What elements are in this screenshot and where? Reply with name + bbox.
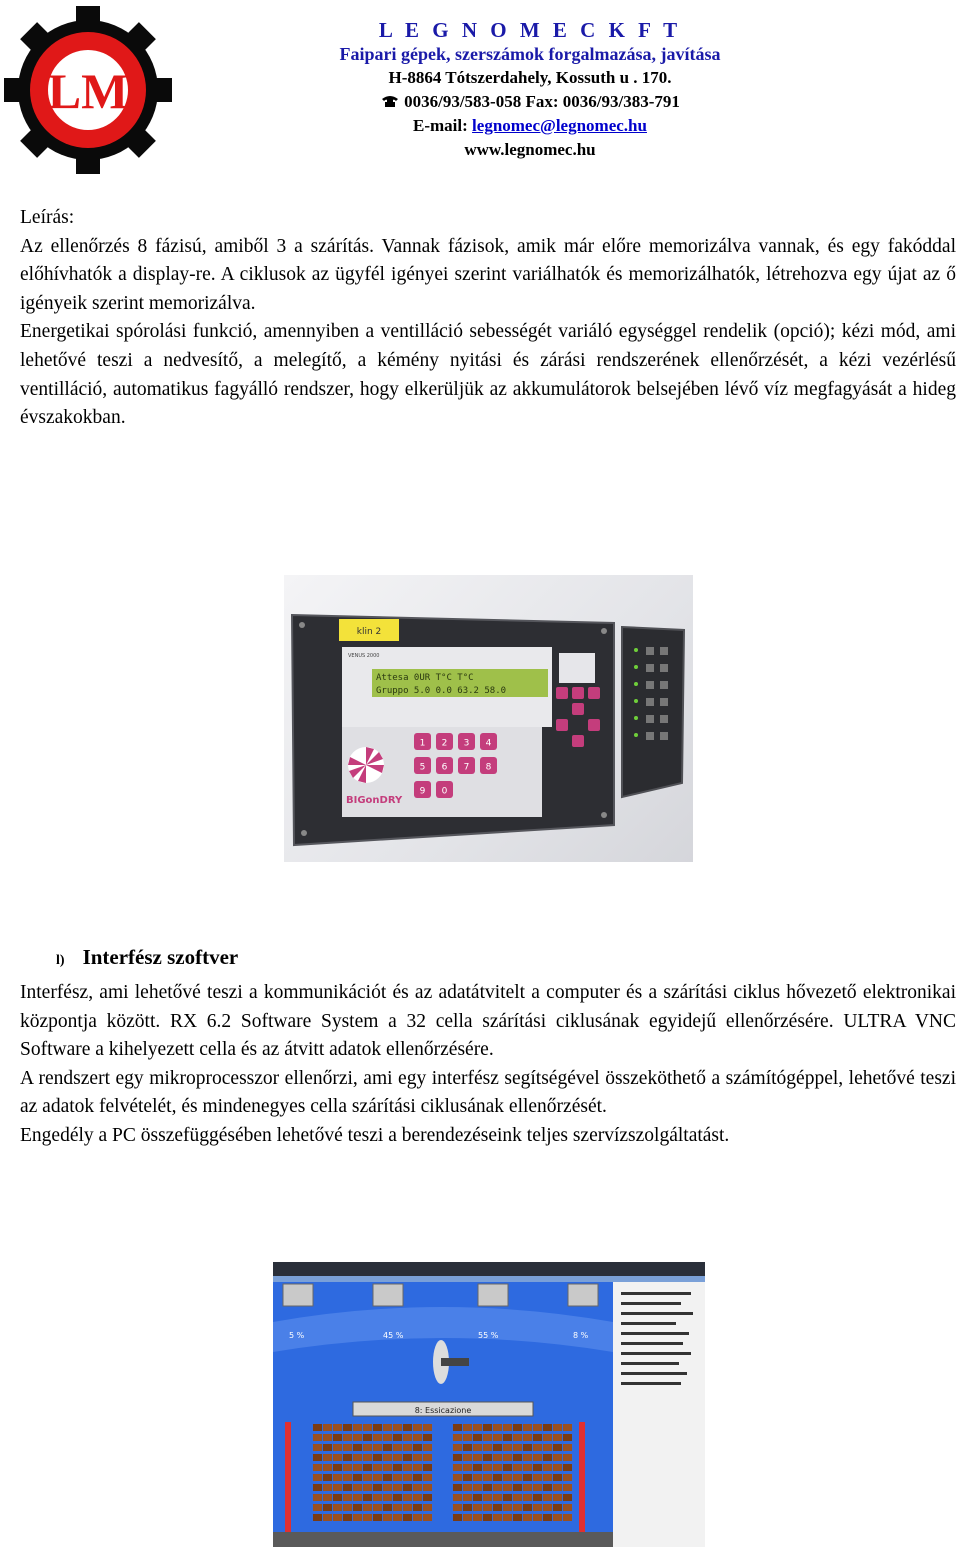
wood-plank [343, 1514, 352, 1521]
wood-plank [363, 1444, 372, 1451]
wood-plank [413, 1504, 422, 1511]
description-paragraph-2: Energetikai spórolási funkció, amennyiben a ventilláció sebességét variáló egységgel rendelik (opció); kézi mód, ami lehetővé teszi a nedvesítő, a melegítő, a kémény nyitási és zárási rendszerének ellenőrzését, a kézi vezérlésű ventilláció, automatikus fagyálló rendszer, hogy elkerüljük az akkumulátorok belsejében lévő víz megfagyását a hideg évszakokban. [20, 321, 956, 429]
wood-plank [343, 1494, 352, 1501]
wood-plank [403, 1464, 412, 1471]
company-phone-fax [230, 90, 830, 114]
wood-plank [423, 1424, 432, 1431]
wood-plank [313, 1464, 322, 1471]
wood-plank [393, 1444, 402, 1451]
wood-plank [473, 1494, 482, 1501]
wood-plank [343, 1434, 352, 1441]
wood-plank [413, 1494, 422, 1501]
wood-plank [333, 1454, 342, 1461]
wood-plank [543, 1424, 552, 1431]
wood-plank [323, 1434, 332, 1441]
wood-plank [503, 1514, 512, 1521]
wood-plank [363, 1464, 372, 1471]
wood-plank [523, 1434, 532, 1441]
wood-plank [403, 1424, 412, 1431]
wood-plank [523, 1444, 532, 1451]
wood-plank [403, 1434, 412, 1441]
wood-plank [523, 1514, 532, 1521]
wood-plank [543, 1434, 552, 1441]
wood-plank [473, 1514, 482, 1521]
wood-plank [353, 1484, 362, 1491]
wood-plank [553, 1444, 562, 1451]
wood-plank [383, 1494, 392, 1501]
wood-plank [463, 1474, 472, 1481]
wood-plank [533, 1424, 542, 1431]
wood-plank [453, 1474, 462, 1481]
wood-plank [453, 1444, 462, 1451]
wood-plank [513, 1424, 522, 1431]
wood-plank [453, 1484, 462, 1491]
wood-plank [503, 1444, 512, 1451]
wood-plank [393, 1484, 402, 1491]
wood-plank [423, 1464, 432, 1471]
wood-plank [423, 1474, 432, 1481]
wood-plank [413, 1424, 422, 1431]
wood-plank [453, 1494, 462, 1501]
wood-plank [483, 1484, 492, 1491]
wood-plank [483, 1444, 492, 1451]
email-label: E-mail: [413, 116, 473, 135]
wood-plank [543, 1514, 552, 1521]
wood-plank [523, 1424, 532, 1431]
wood-plank [343, 1484, 352, 1491]
wood-plank [533, 1484, 542, 1491]
wood-plank [313, 1504, 322, 1511]
wood-plank [353, 1464, 362, 1471]
wood-plank [403, 1504, 412, 1511]
wood-plank [563, 1434, 572, 1441]
phone-icon [380, 91, 400, 105]
wood-plank [463, 1444, 472, 1451]
wood-plank [383, 1504, 392, 1511]
wood-plank [513, 1504, 522, 1511]
wood-plank [453, 1454, 462, 1461]
wood-plank [373, 1454, 382, 1461]
wood-plank [333, 1494, 342, 1501]
wood-plank [563, 1464, 572, 1471]
wood-plank [413, 1474, 422, 1481]
wood-plank [323, 1424, 332, 1431]
description-section [20, 204, 956, 433]
keypad-key-label: 7 [463, 762, 470, 773]
wood-plank [423, 1484, 432, 1491]
wood-plank [333, 1444, 342, 1451]
wood-plank [323, 1504, 332, 1511]
keypad-key-label: 3 [463, 738, 470, 749]
wood-plank [353, 1504, 362, 1511]
wood-plank [363, 1424, 372, 1431]
wood-plank [513, 1464, 522, 1471]
lcd-row-1: Attesa 0UR T°C T°C [376, 673, 474, 683]
keypad-key-label: 6 [441, 762, 448, 773]
software-screenshot [273, 1262, 705, 1547]
wood-plank [563, 1474, 572, 1481]
description-paragraph-1: Az ellenőrzés 8 fázisú, amiből 3 a szárítás. Vannak fázisok, amik már előre memorizálva vannak, és egy fakóddal előhívhatók a display-re. A ciklusok az ügyfél igényei szerint variálhatók és memorizálhatók, létrehozva egy újat az ő igényeik szerint memorizálva. [20, 235, 956, 314]
wood-plank [383, 1454, 392, 1461]
wood-plank [483, 1454, 492, 1461]
wood-plank [353, 1494, 362, 1501]
wood-plank [483, 1424, 492, 1431]
wood-plank [553, 1484, 562, 1491]
wood-plank [363, 1504, 372, 1511]
logo-letters: LM [47, 63, 129, 119]
wood-plank [353, 1454, 362, 1461]
wood-plank [423, 1494, 432, 1501]
wood-plank [563, 1484, 572, 1491]
wood-plank [413, 1434, 422, 1441]
wood-plank [333, 1484, 342, 1491]
wood-plank [383, 1434, 392, 1441]
wood-plank [383, 1514, 392, 1521]
keypad-key-label: 1 [419, 738, 426, 749]
wood-plank [463, 1454, 472, 1461]
wood-plank [473, 1474, 482, 1481]
wood-plank [323, 1494, 332, 1501]
wood-plank [473, 1424, 482, 1431]
wood-plank [493, 1474, 502, 1481]
wood-plank [393, 1474, 402, 1481]
wood-plank [493, 1454, 502, 1461]
wood-plank [513, 1444, 522, 1451]
wood-plank [373, 1484, 382, 1491]
wood-plank [483, 1514, 492, 1521]
phone-fax-text: 0036/93/583-058 Fax: 0036/93/383-791 [404, 92, 680, 111]
wood-plank [563, 1424, 572, 1431]
wood-plank [423, 1444, 432, 1451]
wood-plank [353, 1444, 362, 1451]
wood-plank [513, 1434, 522, 1441]
wood-plank [473, 1504, 482, 1511]
wood-plank [533, 1464, 542, 1471]
wood-plank [393, 1494, 402, 1501]
wood-plank [453, 1464, 462, 1471]
wood-plank [353, 1424, 362, 1431]
wood-plank [523, 1504, 532, 1511]
wood-plank [533, 1514, 542, 1521]
company-header [230, 18, 830, 162]
wood-plank [343, 1444, 352, 1451]
wood-plank [373, 1444, 382, 1451]
interface-paragraph-2: A rendszert egy mikroprocesszor ellenőrzi, ami egy interfész segítségével összeköthető a számítógéppel, lehetővé teszi az adatok felvételét, és mindenegyes cella szárítási ciklusának ellenőrzését. [20, 1067, 956, 1118]
keypad-key-label: 8 [485, 762, 492, 773]
wood-plank [403, 1514, 412, 1521]
readout-2: 45 % [383, 1331, 404, 1340]
wood-plank [323, 1444, 332, 1451]
wood-plank [393, 1504, 402, 1511]
wood-plank [523, 1474, 532, 1481]
wood-plank [513, 1494, 522, 1501]
wood-plank [353, 1474, 362, 1481]
wood-plank [343, 1474, 352, 1481]
wood-plank [493, 1424, 502, 1431]
wood-plank [403, 1454, 412, 1461]
company-logo [4, 2, 172, 178]
wood-plank [373, 1424, 382, 1431]
company-email-line [230, 114, 830, 138]
wood-plank [493, 1444, 502, 1451]
wood-plank [523, 1494, 532, 1501]
wood-plank [403, 1484, 412, 1491]
interface-paragraph-1: Interfész, ami lehetővé teszi a kommunikációt és az adatátvitelt a computer és a szárítási ciklus hővezető elektronikai központja között. RX 6.2 Software System a 32 cella szárítási ciklusának egyidejű ellenőrzésére. ULTRA VNC Software a kihelyezett cella és az átvitt adatok ellenőrzésére. [20, 982, 956, 1061]
wood-plank [383, 1444, 392, 1451]
wood-plank [323, 1474, 332, 1481]
wood-plank [373, 1514, 382, 1521]
wood-plank [503, 1504, 512, 1511]
wood-plank [503, 1484, 512, 1491]
wood-plank [513, 1454, 522, 1461]
wood-plank [343, 1424, 352, 1431]
wood-plank [553, 1514, 562, 1521]
wood-plank [393, 1454, 402, 1461]
wood-plank [463, 1464, 472, 1471]
wood-plank [313, 1514, 322, 1521]
wood-plank [493, 1494, 502, 1501]
section-title: Interfész szoftver [82, 945, 239, 969]
wood-plank [423, 1454, 432, 1461]
wood-plank [473, 1444, 482, 1451]
wood-plank [393, 1434, 402, 1441]
wood-plank [333, 1434, 342, 1441]
wood-plank [373, 1504, 382, 1511]
wood-plank [473, 1484, 482, 1491]
wood-plank [543, 1444, 552, 1451]
wood-plank [553, 1434, 562, 1441]
wood-plank [553, 1494, 562, 1501]
wood-plank [493, 1504, 502, 1511]
wood-plank [383, 1484, 392, 1491]
wood-plank [523, 1464, 532, 1471]
readout-1: 5 % [289, 1331, 305, 1340]
lcd-row-2: Gruppo 5.0 0.0 63.2 58.0 [376, 686, 507, 696]
keypad-key-label: 4 [485, 738, 492, 749]
keypad-key-label: 2 [441, 738, 448, 749]
wood-plank [473, 1434, 482, 1441]
wood-plank [373, 1494, 382, 1501]
wood-plank [383, 1424, 392, 1431]
wood-plank [363, 1474, 372, 1481]
wood-plank [313, 1444, 322, 1451]
wood-plank [323, 1454, 332, 1461]
wood-plank [503, 1464, 512, 1471]
wood-plank [553, 1474, 562, 1481]
wood-plank [333, 1474, 342, 1481]
wood-plank [423, 1514, 432, 1521]
wood-plank [473, 1454, 482, 1461]
wood-plank [333, 1504, 342, 1511]
wood-plank [323, 1514, 332, 1521]
wood-plank [353, 1434, 362, 1441]
wood-plank [463, 1434, 472, 1441]
wood-plank [543, 1504, 552, 1511]
wood-plank [313, 1494, 322, 1501]
wood-plank [463, 1514, 472, 1521]
wood-plank [513, 1484, 522, 1491]
wood-plank [523, 1454, 532, 1461]
company-website[interactable]: www.legnomec.hu [464, 140, 596, 159]
wood-plank [503, 1424, 512, 1431]
wood-plank [453, 1514, 462, 1521]
wood-plank [413, 1454, 422, 1461]
wood-plank [343, 1504, 352, 1511]
wood-plank [353, 1514, 362, 1521]
wood-plank [563, 1494, 572, 1501]
wood-plank [423, 1434, 432, 1441]
wood-plank [523, 1484, 532, 1491]
wood-plank [543, 1484, 552, 1491]
wood-plank [563, 1454, 572, 1461]
wood-plank [373, 1434, 382, 1441]
wood-plank [533, 1444, 542, 1451]
wood-plank [413, 1484, 422, 1491]
wood-plank [383, 1464, 392, 1471]
wood-plank [363, 1434, 372, 1441]
wood-plank [553, 1504, 562, 1511]
wood-plank [533, 1454, 542, 1461]
wood-plank [503, 1474, 512, 1481]
wood-plank [373, 1464, 382, 1471]
keypad-key-label: 5 [419, 762, 426, 773]
wood-plank [453, 1504, 462, 1511]
wood-plank [473, 1464, 482, 1471]
wood-plank [533, 1474, 542, 1481]
wood-plank [483, 1434, 492, 1441]
wood-plank [363, 1494, 372, 1501]
wood-plank [553, 1464, 562, 1471]
wood-plank [493, 1434, 502, 1441]
panel-brand: BIGonDRY [346, 795, 403, 806]
wood-plank [503, 1454, 512, 1461]
keypad-key-label: 0 [441, 786, 448, 797]
wood-plank [543, 1494, 552, 1501]
wood-plank [563, 1444, 572, 1451]
wood-plank [373, 1474, 382, 1481]
software-banner: 8: Essicazione [414, 1406, 472, 1415]
wood-plank [513, 1514, 522, 1521]
section-heading [56, 945, 238, 970]
interface-section [20, 979, 956, 1151]
wood-plank [313, 1474, 322, 1481]
readout-3: 55 % [478, 1331, 499, 1340]
wood-plank [363, 1454, 372, 1461]
wood-plank [483, 1474, 492, 1481]
wood-plank [533, 1434, 542, 1441]
wood-plank [413, 1444, 422, 1451]
wood-plank [363, 1514, 372, 1521]
wood-plank [553, 1424, 562, 1431]
wood-plank [393, 1464, 402, 1471]
wood-plank [503, 1494, 512, 1501]
wood-plank [393, 1424, 402, 1431]
wood-plank [493, 1464, 502, 1471]
wood-plank [453, 1424, 462, 1431]
company-tagline: Faipari gépek, szerszámok forgalmazása, javítása [339, 44, 721, 64]
wood-plank [333, 1514, 342, 1521]
wood-plank [343, 1464, 352, 1471]
wood-plank [403, 1494, 412, 1501]
wood-plank [493, 1514, 502, 1521]
wood-plank [563, 1504, 572, 1511]
email-link[interactable]: legnomec@legnomec.hu [472, 116, 647, 135]
wood-plank [533, 1504, 542, 1511]
section-number: l) [56, 953, 65, 968]
interface-paragraph-3: Engedély a PC összefüggésében lehetővé teszi a berendezéseink teljes szervízszolgáltatást. [20, 1124, 730, 1146]
wood-plank [323, 1464, 332, 1471]
keypad-key-label: 9 [419, 786, 426, 797]
wood-plank [333, 1464, 342, 1471]
wood-plank [413, 1464, 422, 1471]
wood-plank [363, 1484, 372, 1491]
control-panel-photo [284, 575, 693, 862]
wood-plank [483, 1494, 492, 1501]
wood-plank [553, 1454, 562, 1461]
wood-plank [533, 1494, 542, 1501]
wood-plank [403, 1444, 412, 1451]
wood-plank [503, 1434, 512, 1441]
wood-plank [543, 1474, 552, 1481]
wood-plank [343, 1454, 352, 1461]
wood-plank [313, 1484, 322, 1491]
company-name: L E G N O M E C K F T [378, 18, 682, 42]
wood-plank [463, 1424, 472, 1431]
wood-plank [463, 1484, 472, 1491]
wood-plank [393, 1514, 402, 1521]
wood-plank [383, 1474, 392, 1481]
wood-plank [423, 1504, 432, 1511]
wood-plank [313, 1454, 322, 1461]
wood-plank [313, 1424, 322, 1431]
wood-plank [463, 1494, 472, 1501]
panel-sticker: klin 2 [356, 627, 382, 637]
wood-plank [543, 1454, 552, 1461]
wood-plank [403, 1474, 412, 1481]
company-address: H-8864 Tótszerdahely, Kossuth u . 170. [388, 68, 672, 87]
wood-plank [483, 1504, 492, 1511]
wood-plank [313, 1434, 322, 1441]
wood-plank [453, 1434, 462, 1441]
panel-model: VENUS 2000 [348, 653, 380, 659]
wood-plank [563, 1514, 572, 1521]
description-label: Leírás: [20, 207, 75, 228]
wood-plank [413, 1514, 422, 1521]
wood-plank [493, 1484, 502, 1491]
wood-plank [333, 1424, 342, 1431]
wood-plank [543, 1464, 552, 1471]
readout-4: 8 % [573, 1331, 589, 1340]
wood-plank [463, 1504, 472, 1511]
wood-plank [513, 1474, 522, 1481]
wood-plank [323, 1484, 332, 1491]
wood-plank [483, 1464, 492, 1471]
